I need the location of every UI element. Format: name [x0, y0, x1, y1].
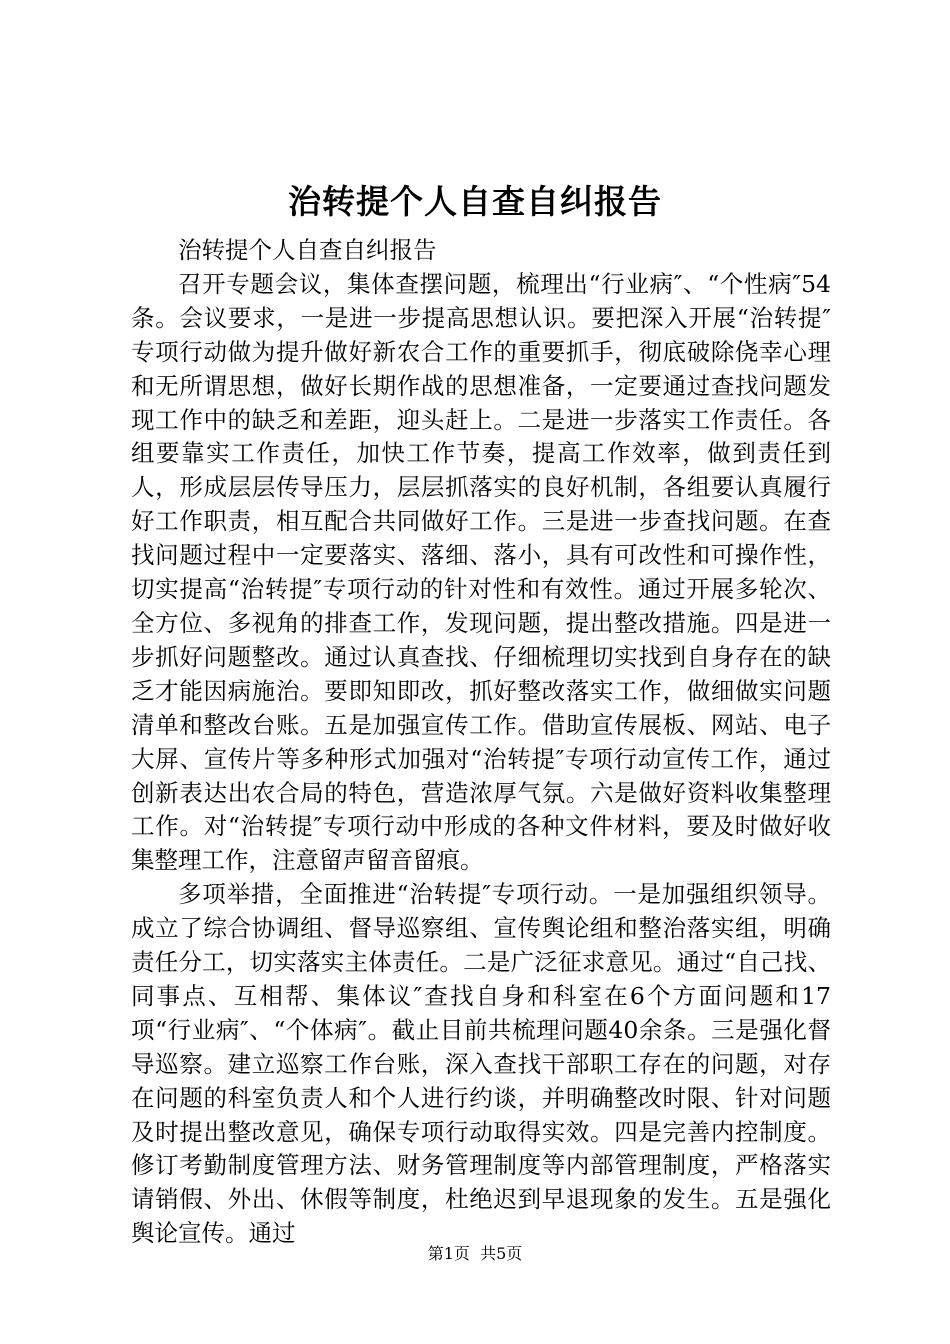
page-total: 共5页	[480, 1244, 523, 1263]
paragraph-meeting: 召开专题会议，集体查摆问题，梳理出“行业病″、“个性病″54条。会议要求，一是进一步提高思想认识。要把深入开展“治转提″专项行动做为提升做好新农合工作的重要抓手，彻底破除侥幸心理和无所谓思想，做好长期作战的思想准备，一定要通过查找问题发现工作中的缺乏和差距，迎头赶上。二是进一步落实工作责任。各组要靠实工作责任，加快工作节奏，提高工作效率，做到责任到人，形成层层传导压力，层层抓落实的良好机制，各组要认真履行好工作职责，相互配合共同做好工作。三是进一步查找问题。在查找问题过程中一定要落实、落细、落小，具有可改性和可操作性，切实提高“治转提″专项行动的针对性和有效性。通过开展多轮次、全方位、多视角的排查工作，发现问题，提出整改措施。四是进一步抓好问题整改。通过认真查找、仔细梳理切实找到自身存在的缺乏才能因病施治。要即知即改，抓好整改落实工作，做细做实问题清单和整改台账。五是加强宣传工作。借助宣传展板、网站、电子大屏、宣传片等多种形式加强对“治转提″专项行动宣传工作，通过创新表达出农合局的特色，营造浓厚气氛。六是做好资料收集整理工作。对“治转提″专项行动中形成的各种文件材料，要及时做好收集整理工作，注意留声留音留痕。	[131, 269, 831, 875]
paragraph-measures: 多项举措，全面推进“治转提″专项行动。一是加强组织领导。成立了综合协调组、督导巡察组、宣传舆论组和整治落实组，明确责任分工，切实落实主体责任。二是广泛征求意见。通过“自己找、同事点、互相帮、集体议″查找自身和科室在6个方面问题和17项“行业病″、“个体病″。截止目前共梳理问题40余条。三是强化督导巡察。建立巡察工作台账，深入查找干部职工存在的问题，对存在问题的科室负责人和个人进行约谈，并明确整改时限、针对问题及时提出整改意见，确保专项行动取得实效。四是完善内控制度。修订考勤制度管理方法、财务管理制度等内部管理制度，严格落实请销假、外出、休假等制度，杜绝迟到早退现象的发生。五是强化舆论宣传。通过	[131, 880, 831, 1248]
document-title: 治转提个人自查自纠报告	[288, 182, 662, 221]
page-footer	[0, 1244, 950, 1264]
paragraph-subtitle: 治转提个人自查自纠报告	[178, 236, 437, 264]
document-body	[131, 234, 831, 1251]
page-number: 第1页	[427, 1244, 470, 1263]
